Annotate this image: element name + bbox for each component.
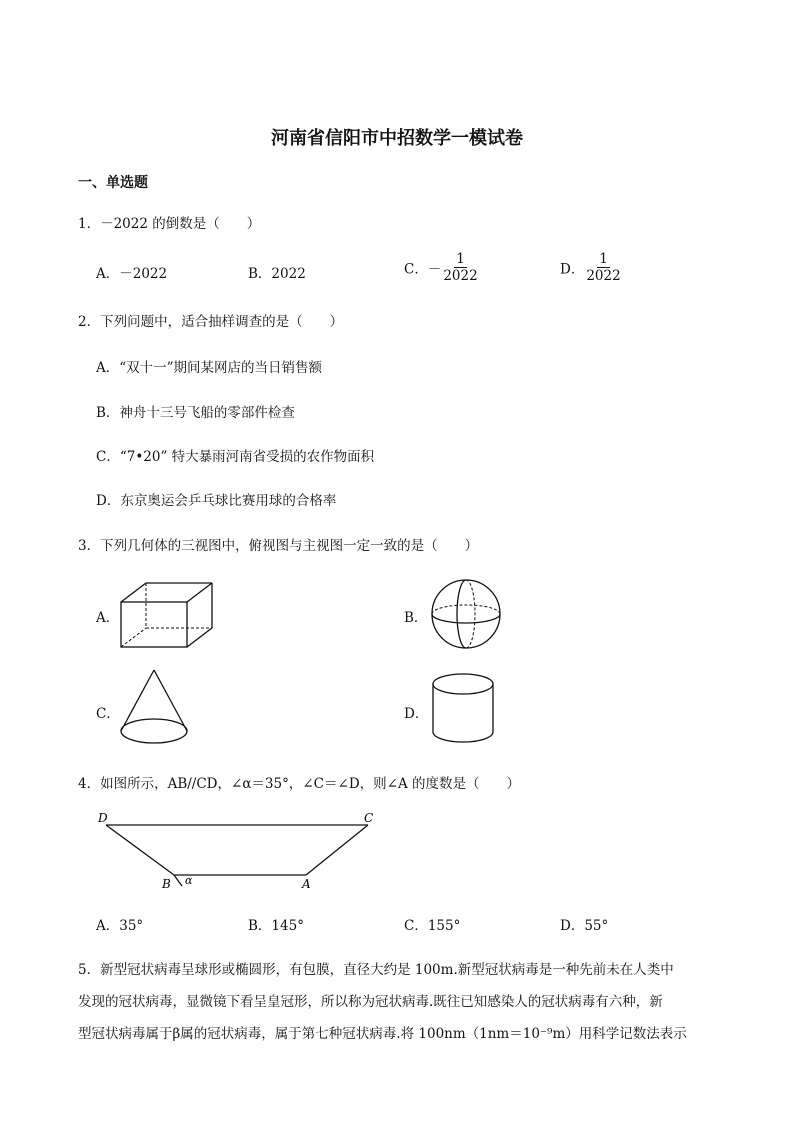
q1-option-d-prefix: D． bbox=[560, 261, 585, 278]
angle-label-alpha: α bbox=[185, 874, 193, 887]
q5-line-1: 5．新型冠状病毒呈球形或椭圆形，有包膜，直径大约是 100m.新型冠状病毒是一种先前未在人类中 bbox=[78, 962, 674, 978]
q4-option-b: B．145° bbox=[248, 918, 304, 934]
cylinder-icon bbox=[430, 672, 496, 744]
q1-option-b: B．2022 bbox=[248, 266, 306, 282]
q1-option-a: A．－2022 bbox=[96, 266, 168, 282]
q1-stem: 1．－2022 的倒数是（ ） bbox=[78, 216, 261, 232]
q3-option-b: B． bbox=[404, 610, 428, 626]
q2-option-a: A．“双十一”期间某网店的当日销售额 bbox=[96, 360, 323, 376]
q1-option-d-fraction bbox=[586, 252, 620, 283]
q1-option-c bbox=[404, 252, 478, 283]
fraction-numerator: 1 bbox=[456, 251, 465, 267]
q2-stem: 2．下列问题中，适合抽样调查的是（ ） bbox=[78, 314, 344, 330]
cuboid-icon bbox=[118, 580, 218, 650]
point-label-b: B bbox=[162, 877, 171, 891]
cone-icon bbox=[118, 668, 190, 746]
q2-option-c: C．“7•20” 特大暴雨河南省受损的农作物面积 bbox=[96, 449, 375, 465]
q1-option-c-prefix: C．－ bbox=[404, 261, 442, 278]
point-label-c: C bbox=[364, 811, 374, 825]
q5-line-3: 型冠状病毒属于β属的冠状病毒，属于第七种冠状病毒.将 100nm（1nm＝10⁻⁹m）用科学记数法表示 bbox=[78, 1026, 687, 1042]
point-label-d: D bbox=[98, 811, 108, 825]
section-title: 一、单选题 bbox=[78, 175, 148, 191]
q5-line-2: 发现的冠状病毒，显微镜下看呈皇冠形，所以称为冠状病毒.既往已知感染人的冠状病毒有六种，新 bbox=[78, 994, 663, 1010]
q3-stem: 3．下列几何体的三视图中，俯视图与主视图一定一致的是（ ） bbox=[78, 538, 479, 554]
fraction-numerator: 1 bbox=[599, 251, 608, 267]
fraction-denominator: 2022 bbox=[443, 268, 478, 285]
q4-option-d: D．55° bbox=[560, 918, 609, 934]
sphere-icon bbox=[430, 578, 502, 650]
q1-option-c-fraction bbox=[443, 252, 477, 283]
q3-option-c: C． bbox=[96, 706, 120, 722]
q3-option-a: A． bbox=[96, 610, 120, 626]
q3-option-d: D． bbox=[404, 706, 429, 722]
point-label-a: A bbox=[302, 877, 311, 891]
q1-option-d bbox=[560, 252, 621, 283]
q4-stem: 4．如图所示，AB//CD，∠α＝35°，∠C＝∠D，则∠A 的度数是（ ） bbox=[78, 776, 520, 792]
q2-option-d: D．东京奥运会乒乓球比赛用球的合格率 bbox=[96, 493, 337, 509]
q4-option-a: A．35° bbox=[96, 918, 144, 934]
q4-option-c: C．155° bbox=[404, 918, 461, 934]
q2-option-b: B．神舟十三号飞船的零部件检查 bbox=[96, 405, 295, 421]
page-title: 河南省信阳市中招数学一模试卷 bbox=[271, 128, 523, 149]
trapezoid-figure bbox=[94, 808, 394, 898]
fraction-denominator: 2022 bbox=[586, 268, 621, 285]
